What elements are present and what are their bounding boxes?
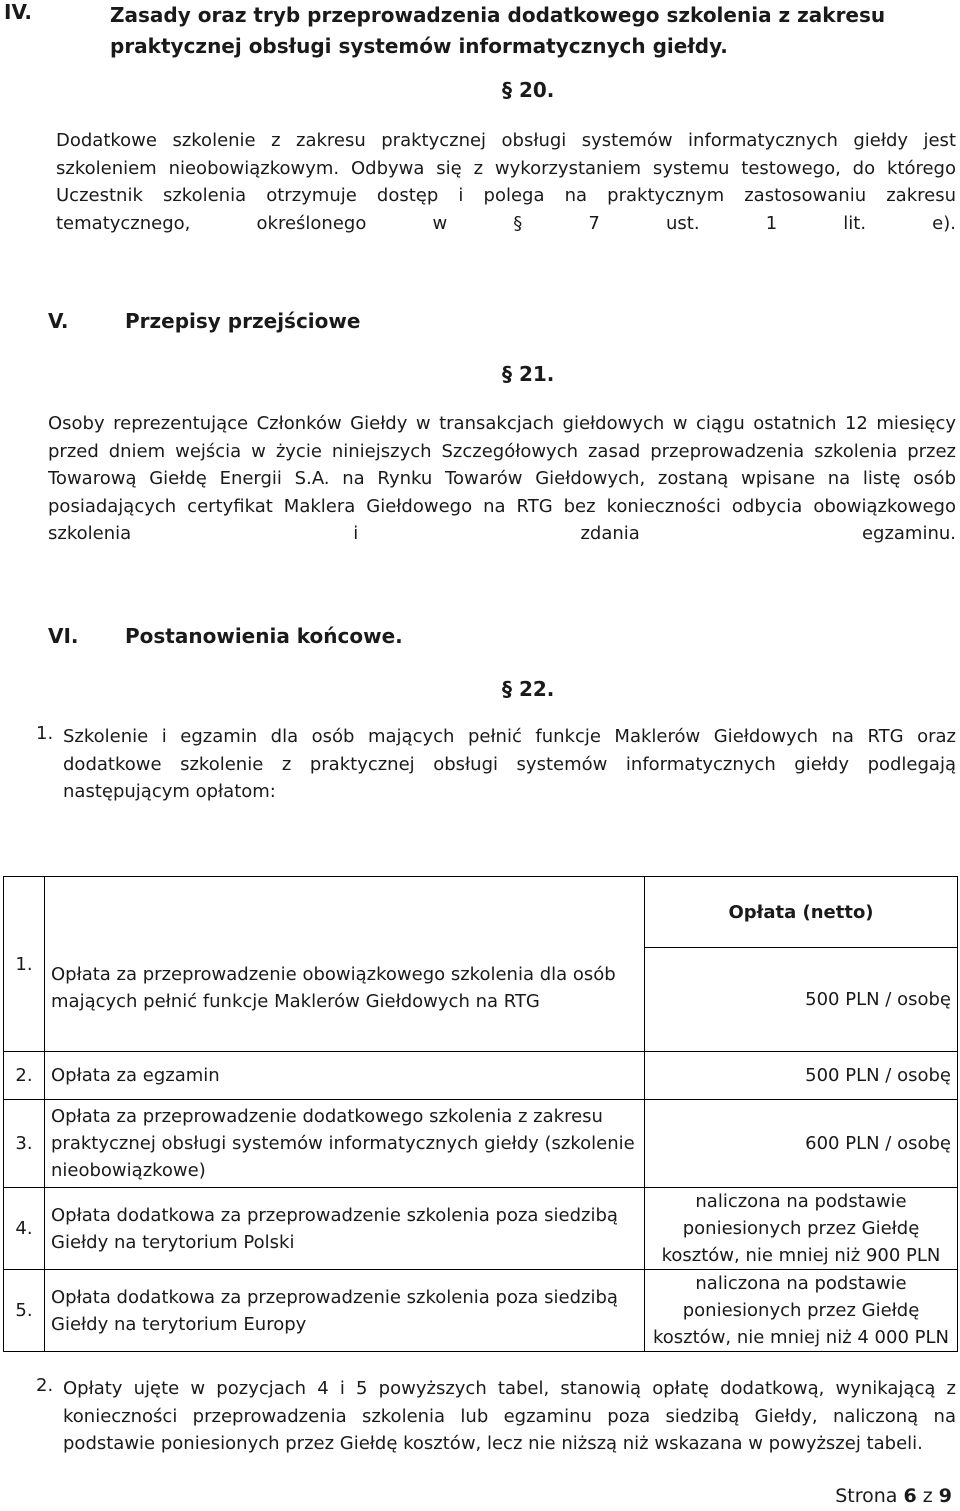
fee-row-1-num: 1. — [4, 877, 45, 1052]
fee-row-2-num: 2. — [4, 1052, 45, 1100]
fee-row-4-amount: naliczona na podstawie poniesionych przez Giełdę kosztów, nie mniej niż 900 PLN — [645, 1188, 958, 1270]
paragraph-21-text: Osoby reprezentujące Członków Giełdy w transakcjach giełdowych w ciągu ostatnich 12 miesięcy przed dniem wejścia w życie niniejszych Szczegółowych zasad przeprowadzenia szkolenia przez Towarową Giełdę Energii S.A. na Rynku Towarów Giełdowych, zostaną wpisane na listę osób posiadających certyfikat Maklera Giełdowego na RTG bez konieczności odbycia obowiązkowego szkolenia i zdania egzaminu. — [48, 413, 956, 544]
fee-row-4-desc: Opłata dodatkowa za przeprowadzenie szkolenia poza siedzibą Giełdy na terytorium Polski — [45, 1188, 645, 1270]
fee-row-5-desc: Opłata dodatkowa za przeprowadzenie szkolenia poza siedzibą Giełdy na terytorium Europy — [45, 1270, 645, 1352]
section-iv-title-line2: praktycznej obsługi systemów informatycznych giełdy. — [110, 34, 728, 58]
section-vi-label: VI. — [48, 624, 79, 648]
page-footer — [835, 1485, 952, 1507]
point-2-number: 2. — [36, 1375, 54, 1396]
footer-of: z — [922, 1485, 933, 1507]
point-2-text: Opłaty ujęte w pozycjach 4 i 5 powyższych tabel, stanowią opłatę dodatkową, wynikającą z konieczności przeprowadzenia szkolenia lub egzaminu poza siedzibą Giełdy, naliczoną na podstawie poniesionych przez Giełdę kosztów, lecz nie niższą niż wskazana w powyższej tabeli. — [63, 1378, 956, 1454]
paragraph-21-number: § 21. — [502, 362, 555, 386]
fee-table — [3, 876, 958, 1352]
point-1-number: 1. — [36, 723, 54, 744]
fee-row-3-num: 3. — [4, 1100, 45, 1188]
point-1-text: Szkolenie i egzamin dla osób mających pełnić funkcje Maklerów Giełdowych na RTG oraz dodatkowe szkolenie z praktycznej obsługi systemów informatycznych giełdy podlegają następującym opłatom: — [63, 726, 956, 802]
fee-row-3 — [4, 1100, 958, 1188]
fee-row-5 — [4, 1270, 958, 1352]
fee-row-3-amount: 600 PLN / osobę — [645, 1100, 958, 1188]
fee-table-header-amount: Opłata (netto) — [645, 877, 958, 948]
fee-row-2 — [4, 1052, 958, 1100]
paragraph-20-text: Dodatkowe szkolenie z zakresu praktycznej obsługi systemów informatycznych giełdy jest szkoleniem nieobowiązkowym. Odbywa się z wykorzystaniem systemu testowego, do którego Uczestnik szkolenia otrzymuje dostęp i polega na praktycznym zastosowaniu zakresu tematycznego, określonego w § 7 ust. 1 lit. e). — [56, 130, 956, 234]
section-vi-title: Postanowienia końcowe. — [125, 624, 403, 648]
fee-row-4 — [4, 1188, 958, 1270]
section-iv-label: IV. — [4, 0, 32, 24]
fee-row-1-amount: 500 PLN / osobę — [645, 948, 958, 1052]
section-v-label: V. — [48, 309, 69, 333]
fee-row-2-amount: 500 PLN / osobę — [645, 1052, 958, 1100]
fee-row-4-num: 4. — [4, 1188, 45, 1270]
fee-row-2-desc: Opłata za egzamin — [45, 1052, 645, 1100]
section-iv-title — [110, 0, 885, 62]
fee-row-3-desc: Opłata za przeprowadzenie dodatkowego szkolenia z zakresu praktycznej obsługi systemów informatycznych giełdy (szkolenie nieobowiązkowe) — [45, 1100, 645, 1188]
fee-table-header-row — [4, 877, 958, 948]
section-iv-title-line1: Zasady oraz tryb przeprowadzenia dodatkowego szkolenia z zakresu — [110, 3, 886, 27]
fee-row-1-desc: Opłata za przeprowadzenie obowiązkowego szkolenia dla osób mających pełnić funkcje Maklerów Giełdowych na RTG — [45, 877, 645, 1052]
fee-row-5-num: 5. — [4, 1270, 45, 1352]
footer-label: Strona — [835, 1485, 898, 1507]
footer-page-number: 6 — [903, 1485, 917, 1507]
paragraph-22-number: § 22. — [502, 677, 555, 701]
section-v-title: Przepisy przejściowe — [125, 309, 361, 333]
paragraph-20-number: § 20. — [502, 78, 555, 102]
fee-row-5-amount: naliczona na podstawie poniesionych przez Giełdę kosztów, nie mniej niż 4 000 PLN — [645, 1270, 958, 1352]
footer-total-pages: 9 — [938, 1485, 952, 1507]
